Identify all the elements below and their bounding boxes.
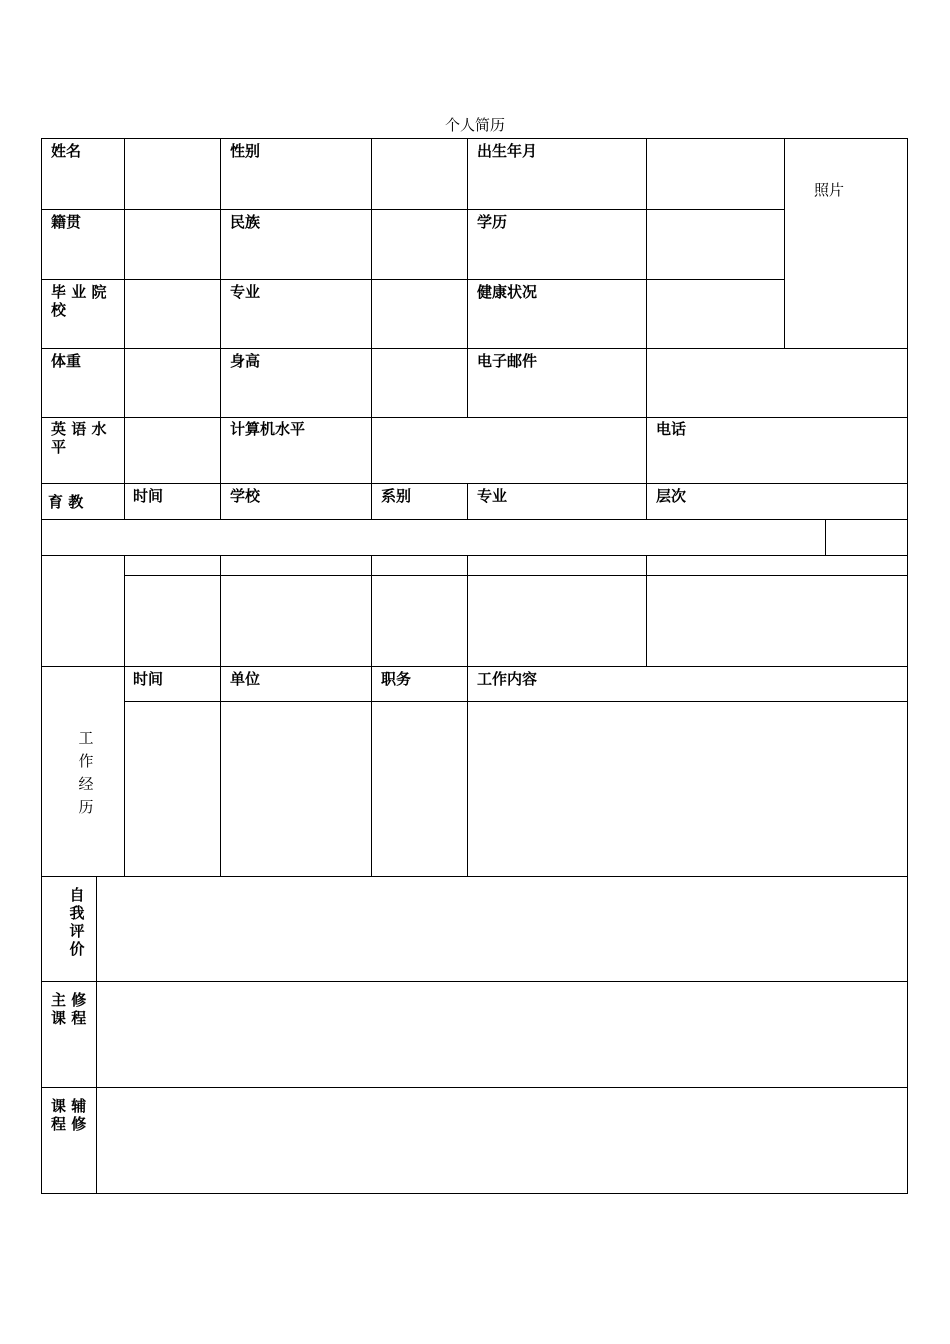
- edu-col-level: 层次: [656, 487, 687, 505]
- phone-label: 电话: [656, 420, 687, 438]
- english-label: 英 语 水 平: [51, 420, 107, 456]
- computer-label: 计算机水平: [230, 420, 306, 438]
- health-label: 健康状况: [477, 283, 538, 301]
- height-label: 身高: [230, 352, 261, 370]
- work-col-position: 职务: [381, 670, 412, 688]
- weight-label: 体重: [51, 352, 82, 370]
- birth-label: 出生年月: [477, 142, 538, 160]
- degree-label: 学历: [477, 213, 508, 231]
- work-section-label: 工作经历: [78, 729, 94, 816]
- school-label: 毕 业 院 校: [51, 283, 107, 319]
- photo-label: 照片: [814, 181, 845, 199]
- page-title: 个人简历: [444, 116, 505, 134]
- work-col-duties: 工作内容: [477, 670, 538, 688]
- name-label: 姓名: [51, 142, 82, 160]
- ethnic-label: 民族: [230, 213, 261, 231]
- gender-label: 性别: [230, 142, 261, 160]
- native-label: 籍贯: [51, 213, 82, 231]
- work-col-time: 时间: [133, 670, 164, 688]
- main-courses-label: 主 修 课 程: [51, 991, 87, 1027]
- self-eval-label: 自我评价: [69, 886, 85, 958]
- email-label: 电子邮件: [477, 352, 538, 370]
- edu-col-major: 专业: [477, 487, 508, 505]
- minor-courses-label: 课 辅 程 修: [51, 1097, 87, 1133]
- education-label: 育 教: [48, 493, 84, 511]
- major-label: 专业: [230, 283, 261, 301]
- work-col-employer: 单位: [230, 670, 261, 688]
- edu-col-time: 时间: [133, 487, 164, 505]
- edu-col-school: 学校: [230, 487, 261, 505]
- edu-col-department: 系别: [381, 487, 412, 505]
